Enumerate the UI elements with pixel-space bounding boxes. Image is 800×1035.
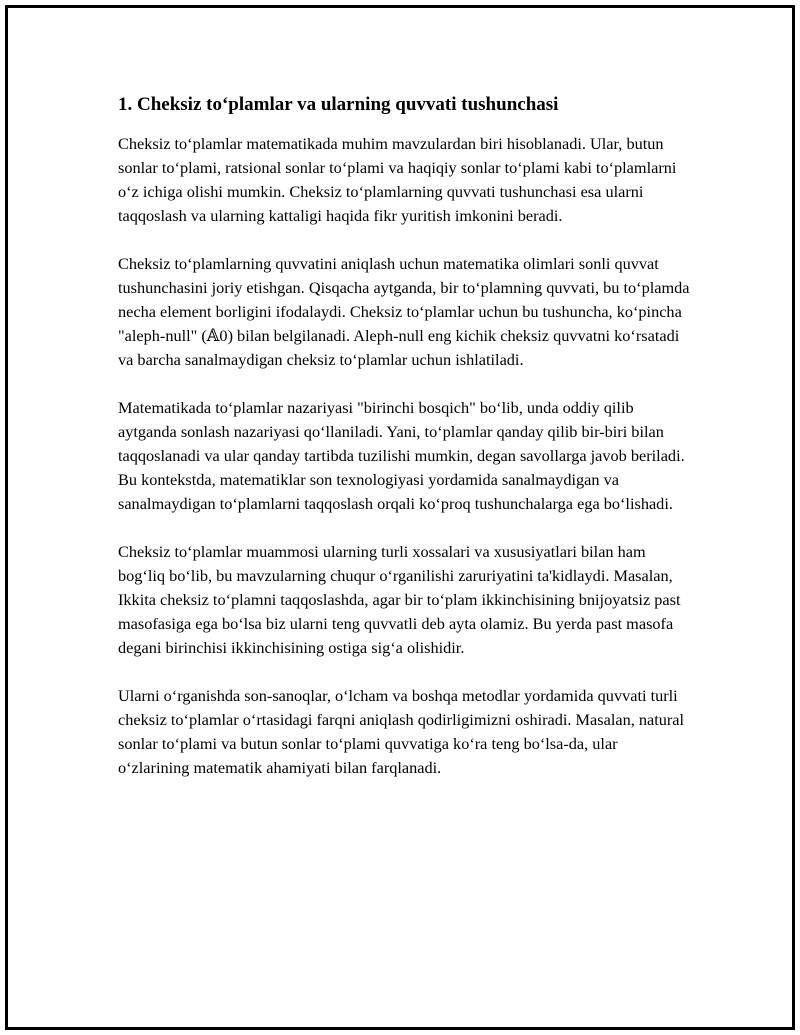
paragraph-5: Ularni o‘rganishda son-sanoqlar, o‘lcham va boshqa metodlar yordamida quvvati turli cheksiz to‘plamlar o‘rtasidagi farqni aniqlash qodirligimizni oshiradi. Masalan, natural sonlar to‘plami va butun sonlar to‘plami quvvatiga ko‘ra teng bo‘lsa-da, ular o‘zlarining matematik ahamiyati bilan farqlanadi.	[118, 686, 685, 777]
paragraph-1: Cheksiz to‘plamlar matematikada muhim mavzulardan biri hisoblanadi. Ular, butun sonlar to‘plami, ratsional sonlar to‘plami va haqiqiy sonlar to‘plami kabi to‘plamlarni o‘z ichiga olishi mumkin. Cheksiz to‘plamlarning quvvati tushunchasi esa ularni taqqoslash va ularning kattaligi haqida fikr yuritish imkonini beradi.	[118, 134, 677, 225]
paragraph-4: Cheksiz to‘plamlar muammosi ularning turli xossalari va xususiyatlari bilan ham bog‘liq bo‘lib, bu mavzularning chuqur o‘rganilishi zaruriyatini ta'kidlaydi. Masalan, Ikkita cheksiz to‘plamni taqqoslashda, agar bir to‘plam ikkinchisining bnijoyatsiz past masofasiga ega bo‘lsa biz ularni teng quvvatli deb ayta olamiz. Bu yerda past masofa degani birinchisi ikkinchisining ostiga sig‘a olishidir.	[118, 542, 681, 657]
paragraph-2: Cheksiz to‘plamlarning quvvatini aniqlash uchun matematika olimlari sonli quvvat tushunchasini joriy etishgan. Qisqacha aytganda, bir to‘plamning quvvati, bu to‘plamda necha element borligini ifodalaydi. Cheksiz to‘plamlar uchun bu tushuncha, ko‘pincha "aleph-null" (𝔸0) bilan belgilanadi. Aleph-null eng kichik cheksiz quvvatni ko‘rsatadi va barcha sanalmaydigan cheksiz to‘plamlar uchun ishlatiladi.	[118, 254, 690, 369]
paragraph-3: Matematikada to‘plamlar nazariyasi "birinchi bosqich" bo‘lib, unda oddiy qilib aytganda sonlash nazariyasi qo‘llaniladi. Yani, to‘plamlar qanday qilib bir-biri bilan taqqoslanadi va ular qanday tartibda tuzilishi mumkin, degan savollarga javob beriladi. Bu kontekstda, matematiklar son texnologiyasi yordamida sanalmaydigan va sanalmaydigan to‘plamlarni taqqoslash orqali ko‘proq tushunchalarga ega bo‘lishadi.	[118, 398, 685, 513]
document-body	[118, 92, 693, 804]
document-title: 1. Cheksiz to‘plamlar va ularning quvvati tushunchasi	[118, 94, 559, 115]
